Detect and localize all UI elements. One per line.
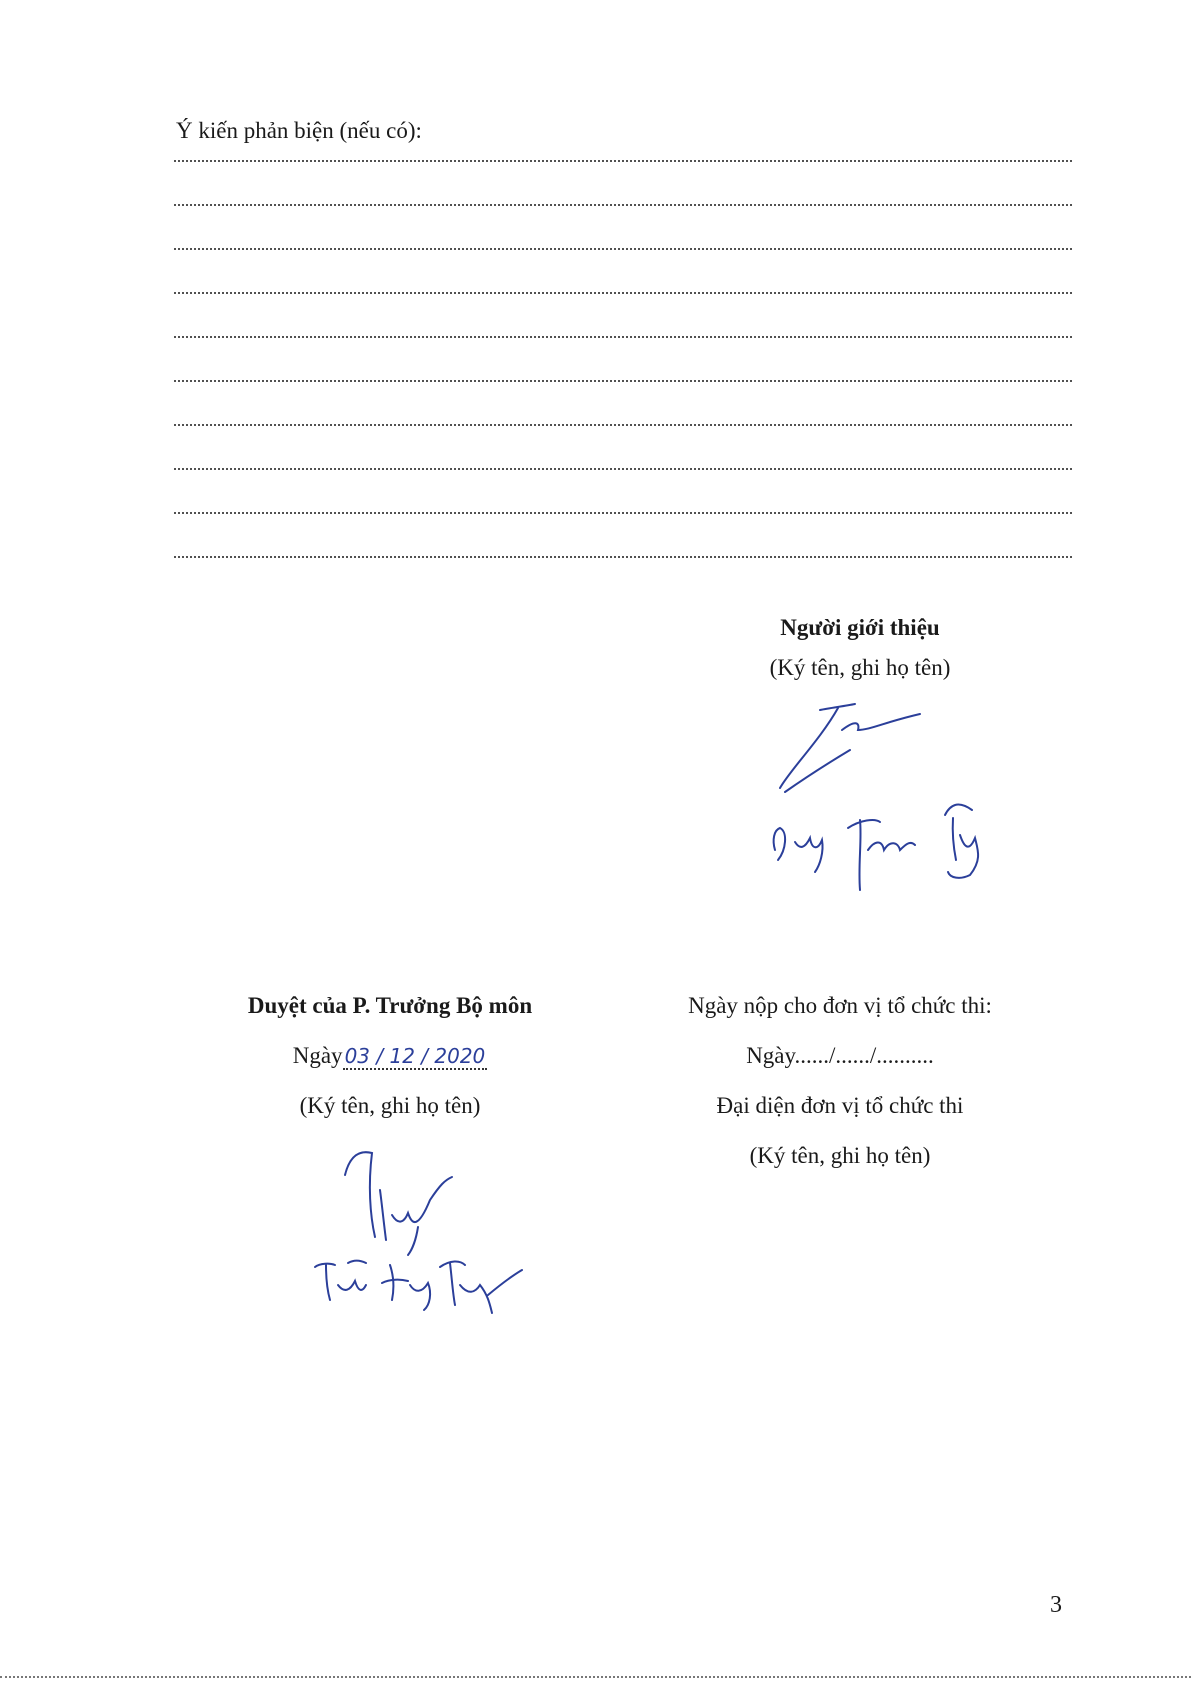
dotted-line — [174, 248, 1072, 250]
approval-block — [200, 993, 580, 1143]
dotted-line — [174, 336, 1072, 338]
approval-title: Duyệt của P. Trưởng Bộ môn — [247, 993, 533, 1018]
submission-date-line: Ngày....../....../.......... — [746, 1043, 934, 1068]
introducer-title: Người giới thiệu — [780, 615, 940, 640]
approval-date-value: 03 / 12 / 2020 — [344, 1044, 486, 1068]
submission-representative: Đại diện đơn vị tổ chức thi — [716, 1093, 964, 1118]
introducer-block — [710, 615, 1010, 681]
dotted-line — [174, 512, 1072, 514]
bottom-scan-edge — [0, 1676, 1191, 1678]
dotted-line — [174, 424, 1072, 426]
dotted-line — [174, 292, 1072, 294]
dotted-line — [174, 380, 1072, 382]
page-number: 3 — [1050, 1592, 1062, 1618]
approval-date-prefix: Ngày — [292, 1043, 343, 1068]
dotted-line — [174, 160, 1072, 162]
introducer-signature-icon — [760, 700, 1000, 900]
submission-block — [640, 993, 1040, 1193]
approval-signature-icon — [300, 1145, 540, 1315]
submission-note: (Ký tên, ghi họ tên) — [749, 1143, 931, 1168]
dotted-line — [174, 468, 1072, 470]
opinion-heading: Ý kiến phản biện (nếu có): — [176, 118, 422, 143]
approval-date-row — [200, 1043, 580, 1069]
introducer-note: (Ký tên, ghi họ tên) — [769, 655, 951, 680]
opinion-answer-lines — [174, 160, 1072, 600]
dotted-line — [174, 204, 1072, 206]
submission-title: Ngày nộp cho đơn vị tổ chức thi: — [688, 993, 992, 1018]
dotted-line — [174, 556, 1072, 558]
approval-note: (Ký tên, ghi họ tên) — [299, 1093, 481, 1118]
